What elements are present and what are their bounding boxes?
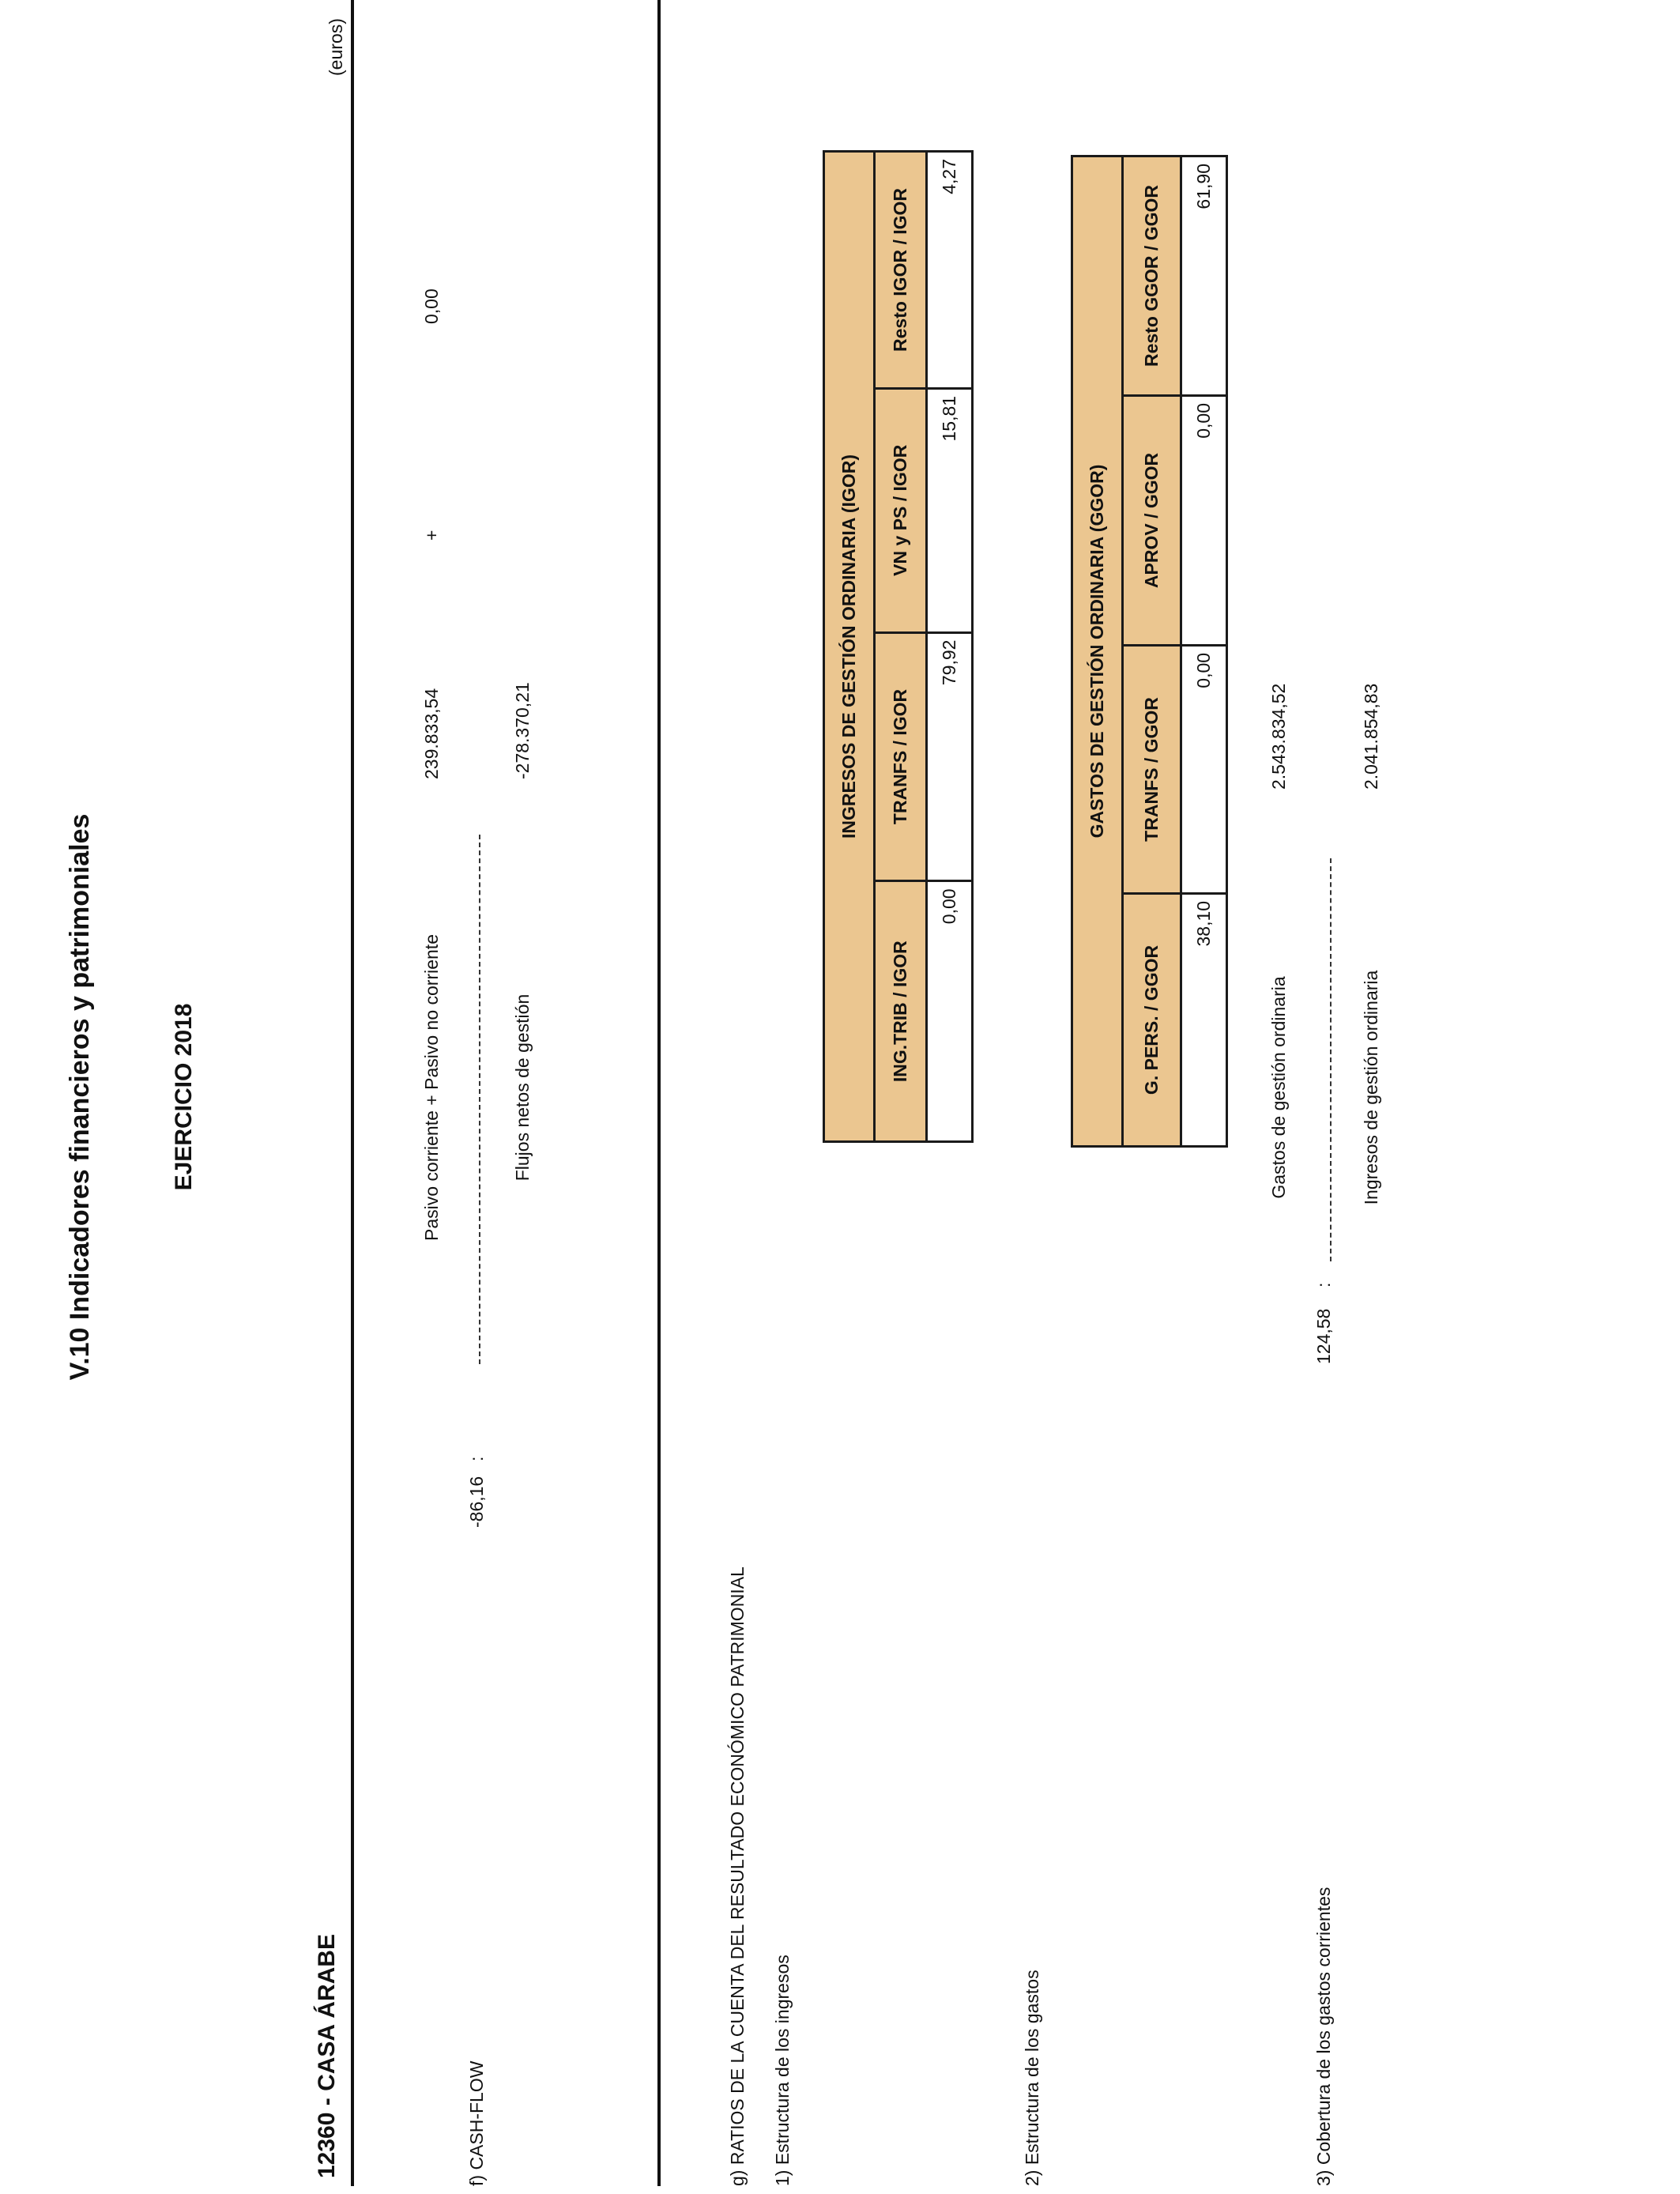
income-col-header: ING.TRIB / IGOR: [875, 881, 927, 1142]
expense-group-header: GASTOS DE GESTIÓN ORDINARIA (GGOR): [1072, 156, 1123, 1147]
cashflow-denominator-value: -278.370,21: [512, 682, 533, 779]
fiscal-year: EJERCICIO 2018: [171, 1003, 197, 1191]
income-col-header: TRANFS / IGOR: [875, 632, 927, 881]
income-cell: 79,92: [927, 632, 973, 881]
report-title: V.10 Indicadores financieros y patrimoniales: [65, 813, 95, 1381]
income-col-header: VN y PS / IGOR: [875, 388, 927, 632]
income-cell: 0,00: [927, 881, 973, 1142]
expense-col-header: Resto GGOR / GGOR: [1123, 156, 1181, 396]
income-group-header: INGRESOS DE GESTIÓN ORDINARIA (IGOR): [824, 152, 875, 1142]
expense-cell: 61,90: [1181, 156, 1227, 396]
income-structure-label: 1) Estructura de los ingresos: [772, 1955, 793, 2186]
expense-structure-table: [1071, 155, 1228, 1148]
section-g-title: g) RATIOS DE LA CUENTA DEL RESULTADO ECONÓMICO PATRIMONIAL: [727, 1566, 748, 2186]
coverage-denominator-label: Ingresos de gestión ordinaria: [1361, 970, 1381, 1205]
income-cell: 4,27: [927, 152, 973, 389]
cashflow-colon: :: [466, 1456, 487, 1461]
section-rule: [657, 0, 661, 2186]
coverage-fraction-line: [1330, 858, 1332, 1261]
income-structure-table: [823, 150, 974, 1143]
expense-col-header: G. PERS. / GGOR: [1123, 893, 1181, 1146]
expense-structure-label: 2) Estructura de los gastos: [1022, 1970, 1042, 2186]
expense-cell: 0,00: [1181, 396, 1227, 646]
expense-cell: 38,10: [1181, 893, 1227, 1146]
cashflow-label: f) CASH-FLOW: [466, 2060, 487, 2186]
expense-cell: 0,00: [1181, 645, 1227, 893]
income-col-header: Resto IGOR / IGOR: [875, 152, 927, 389]
units-label: (euros): [326, 18, 346, 76]
expense-col-header: APROV / GGOR: [1123, 396, 1181, 646]
coverage-colon: :: [1313, 1282, 1334, 1287]
expense-col-header: TRANFS / GGOR: [1123, 645, 1181, 893]
cashflow-value: -86,16: [466, 1476, 487, 1528]
cashflow-denominator-label: Flujos netos de gestión: [512, 993, 533, 1182]
entity-name: 12360 - CASA ÁRABE: [314, 1934, 340, 2178]
cashflow-numerator-value: 239.833,54: [421, 688, 442, 779]
coverage-denominator-value: 2.041.854,83: [1361, 683, 1381, 790]
income-cell: 15,81: [927, 388, 973, 632]
cashflow-fraction-line: [479, 835, 480, 1364]
cashflow-extra-value: 0,00: [421, 288, 442, 324]
coverage-value: 124,58: [1313, 1308, 1334, 1364]
cashflow-plus-sign: +: [421, 530, 442, 541]
coverage-label: 3) Cobertura de los gastos corrientes: [1313, 1887, 1334, 2186]
header-rule: [351, 0, 354, 2186]
coverage-numerator-label: Gastos de gestión ordinaria: [1268, 976, 1289, 1199]
coverage-numerator-value: 2.543.834,52: [1268, 683, 1289, 790]
cashflow-numerator-label: Pasivo corriente + Pasivo no corriente: [421, 934, 442, 1242]
